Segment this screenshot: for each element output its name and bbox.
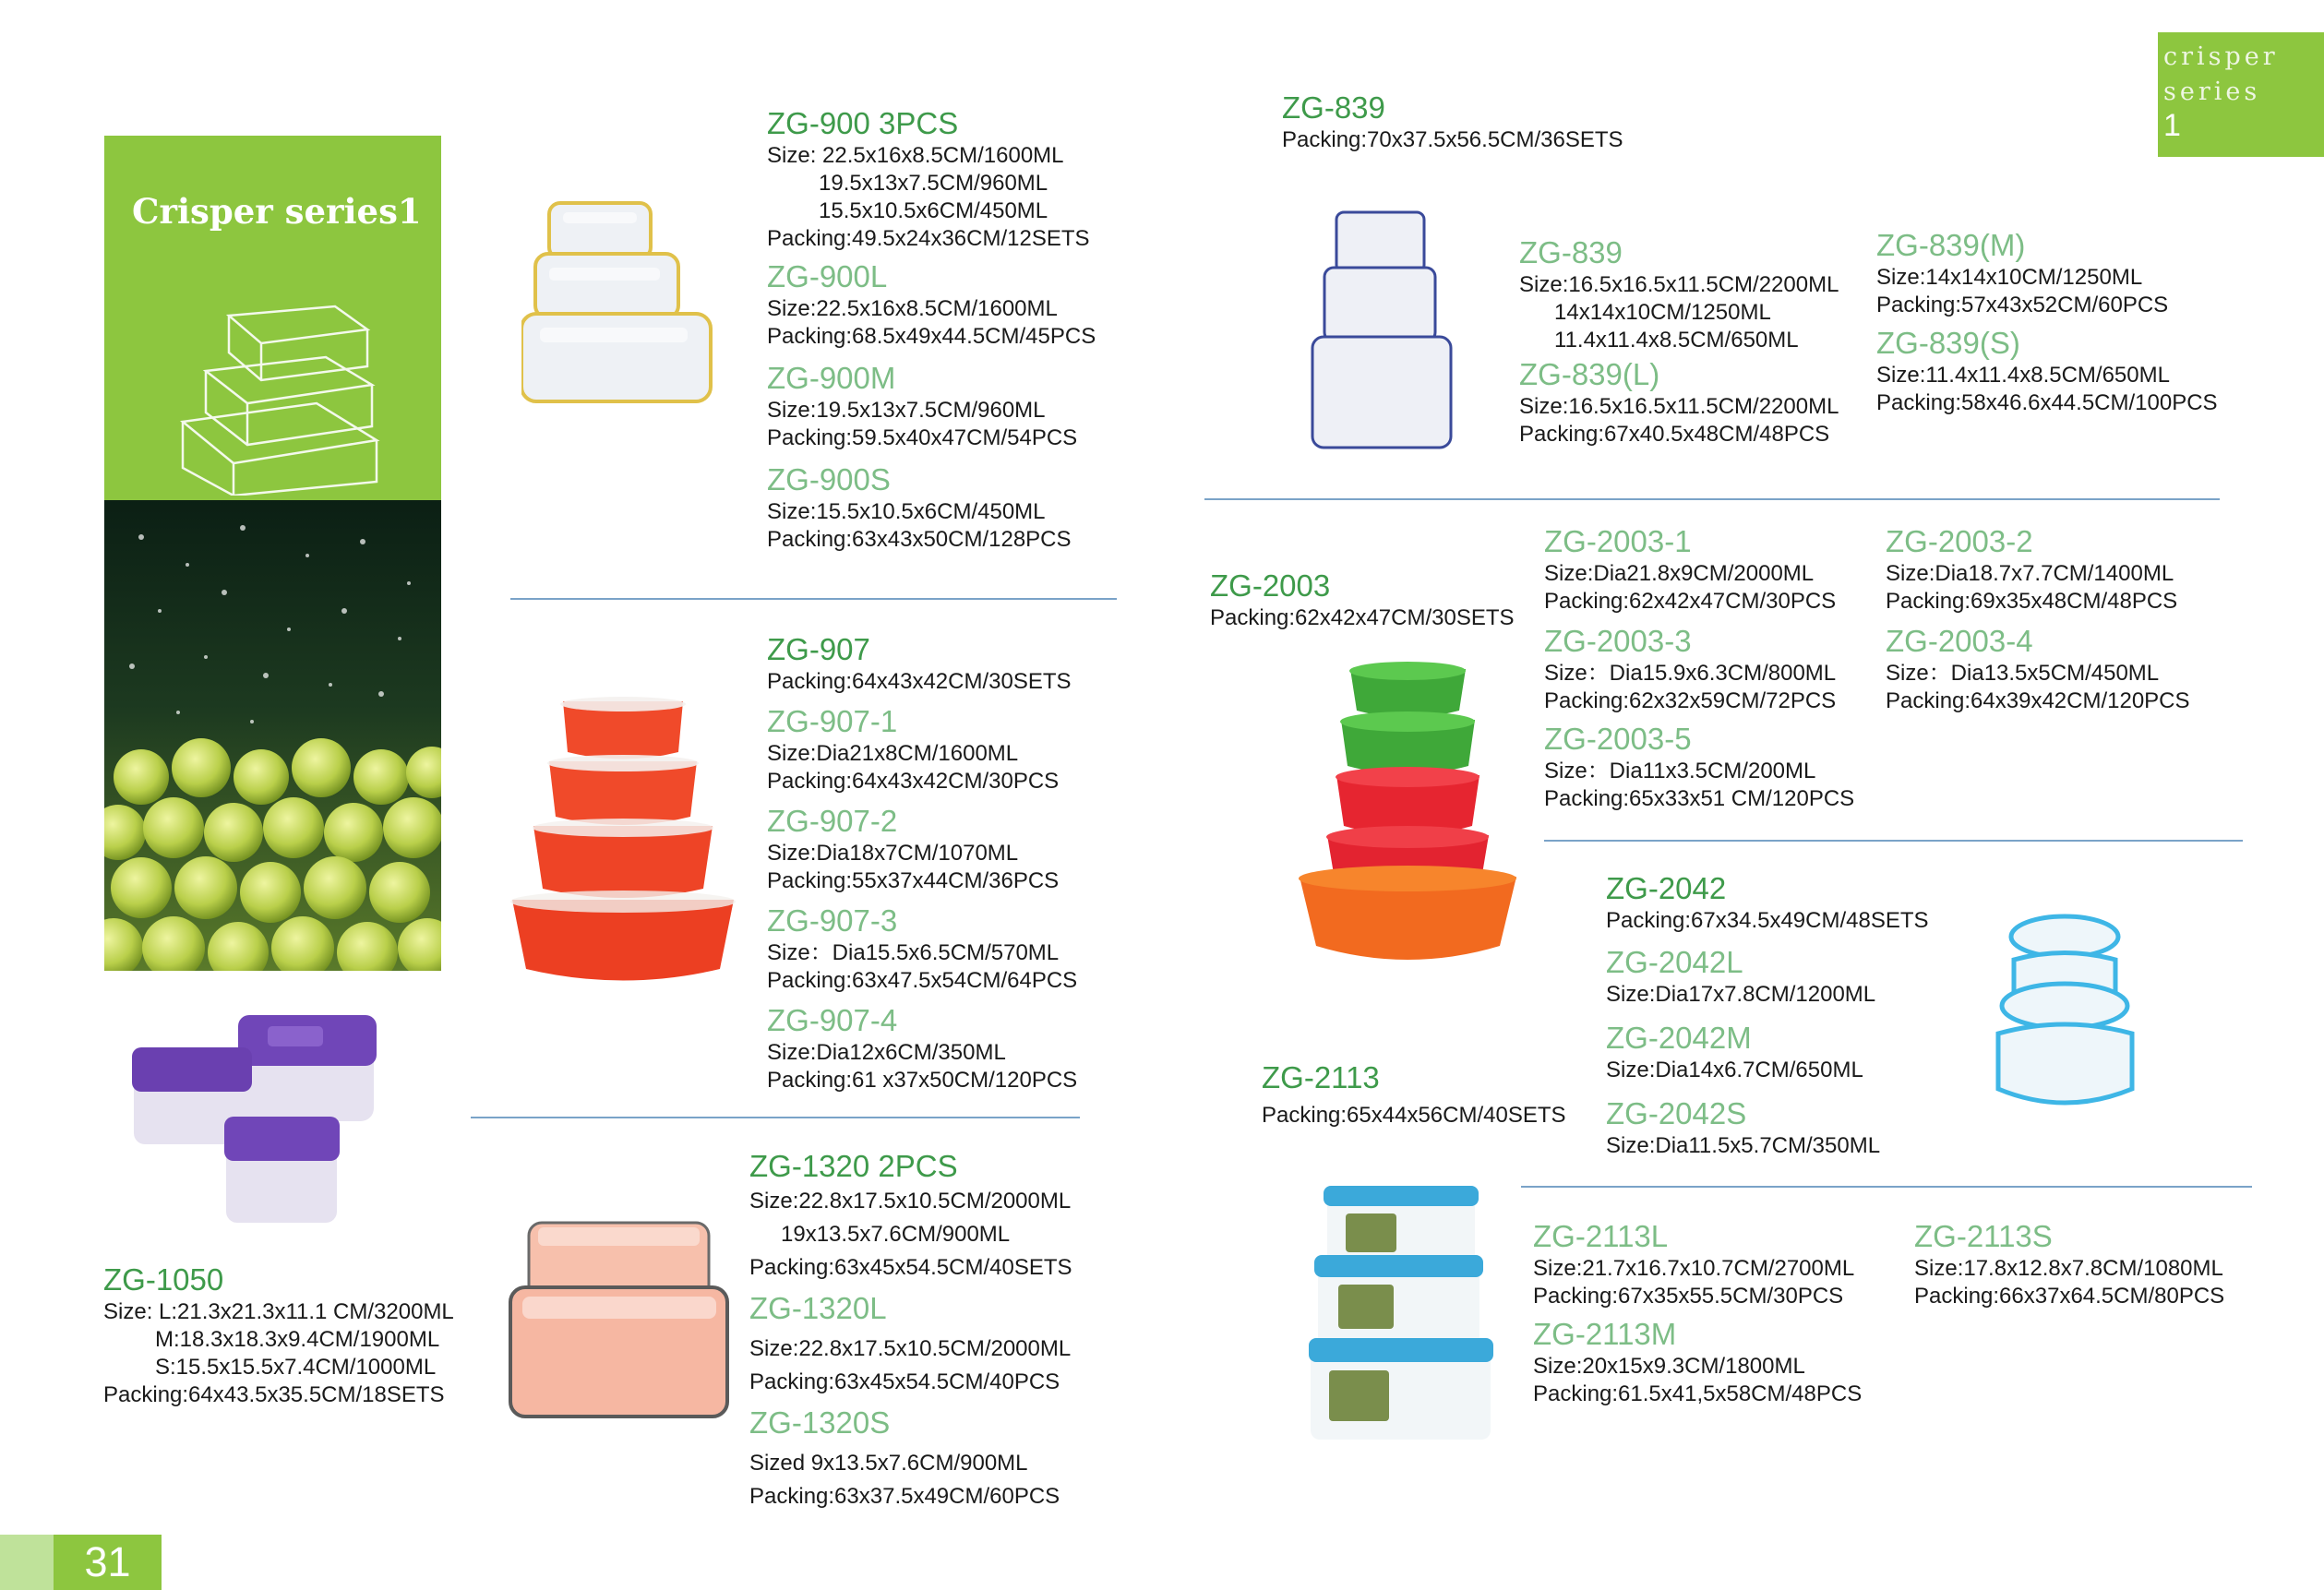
zg2042-code: ZG-2042 [1606,871,1727,905]
zg839l-packing: Packing:67x40.5x48CM/48PCS [1519,422,1830,447]
zg1320-code: ZG-1320 2PCS [749,1149,958,1183]
zg900m-code: ZG-900M [767,361,896,395]
zg900-size1: Size: 22.5x16x8.5CM/1600ML [767,143,1064,168]
divider-839-2003 [1204,498,2220,500]
zg2042l-code: ZG-2042L [1606,945,1743,979]
divider-2003-2042 [1544,840,2243,842]
zg839s-code: ZG-839(S) [1876,326,2020,360]
zg907-1-packing: Packing:64x43x42CM/30PCS [767,769,1060,794]
zg2003-3-code: ZG-2003-3 [1544,624,1692,658]
fruit-splash-photo [104,500,441,971]
zg2042l-size: Size:Dia17x7.8CM/1200ML [1606,982,1876,1007]
zg2113s-code: ZG-2113S [1914,1219,2053,1253]
divider-2042-2113 [1521,1186,2252,1188]
zg2113s-packing: Packing:66x37x64.5CM/80PCS [1914,1284,2225,1309]
divider-907-1320 [471,1117,1080,1118]
container-outline-illustration [178,283,427,496]
zg907-1-size: Size:Dia21x8CM/1600ML [767,741,1019,766]
zg839-detail-block [1519,234,1839,448]
zg2042-block [1606,870,1929,1160]
zg1320l-code: ZG-1320L [749,1291,887,1325]
zg900-size3: 15.5x10.5x6CM/450ML [819,198,1048,223]
zg1320s-packing: Packing:63x37.5x49CM/60PCS [749,1484,1060,1509]
zg839-size3: 11.4x11.4x8.5CM/650ML [1554,328,1799,353]
zg900m-packing: Packing:59.5x40x47CM/54PCS [767,425,1078,450]
page-number: 31 [54,1535,162,1590]
zg2003-1-size: Size:Dia21.8x9CM/2000ML [1544,561,1815,586]
zg900-packing: Packing:49.5x24x36CM/12SETS [767,226,1090,251]
tab-line2: series [2163,78,2261,106]
zg2003-code: ZG-2003 [1210,568,1331,603]
zg839s-packing: Packing:58x46.6x44.5CM/100PCS [1876,390,2218,415]
zg900l-packing: Packing:68.5x49x44.5CM/45PCS [767,324,1096,349]
zg1050-code: ZG-1050 [103,1262,224,1297]
zg2003-4-size: Size：Dia13.5x5CM/450ML [1886,661,2160,686]
zg2113-lm-block [1533,1218,1862,1408]
zg907-product-image [508,697,738,987]
zg907-2-size: Size:Dia18x7CM/1070ML [767,841,1019,866]
zg900s-packing: Packing:63x43x50CM/128PCS [767,527,1072,552]
zg907-2-code: ZG-907-2 [767,804,898,838]
zg1320-size2: 19x13.5x7.6CM/900ML [781,1222,1011,1247]
tab-line1: crisper [2163,42,2279,71]
zg2003-product-image [1295,655,1521,974]
zg2003-col2-block [1886,523,2190,715]
zg900-size2: 19.5x13x7.5CM/960ML [819,171,1048,196]
zg2003-4-code: ZG-2003-4 [1886,624,2033,658]
zg2003-2-size: Size:Dia18.7x7.7CM/1400ML [1886,561,2174,586]
zg2113m-size: Size:20x15x9.3CM/1800ML [1533,1354,1805,1379]
zg2113l-packing: Packing:67x35x55.5CM/30PCS [1533,1284,1844,1309]
zg839m-packing: Packing:57x43x52CM/60PCS [1876,293,2169,317]
zg1320s-size: Sized 9x13.5x7.6CM/900ML [749,1451,1028,1476]
page-number-strip [0,1535,54,1590]
series-tab [2158,32,2324,157]
zg2003-5-packing: Packing:65x33x51 CM/120PCS [1544,786,1855,811]
zg1050-size3: S:15.5x15.5x7.4CM/1000ML [155,1355,437,1380]
zg907-2-packing: Packing:55x37x44CM/36PCS [767,868,1060,893]
zg1050-packing: Packing:64x43.5x35.5CM/18SETS [103,1382,445,1407]
zg2003-packing: Packing:62x42x47CM/30SETS [1210,605,1515,630]
zg900s-code: ZG-900S [767,462,891,496]
zg2113-product-image [1309,1181,1493,1444]
zg1320-block [749,1148,1072,1513]
zg1050-size2: M:18.3x18.3x9.4CM/1900ML [155,1327,440,1352]
zg907-3-packing: Packing:63x47.5x54CM/64PCS [767,968,1078,993]
zg900l-size: Size:22.5x16x8.5CM/1600ML [767,296,1058,321]
zg839m-code: ZG-839(M) [1876,228,2026,262]
zg907-packing: Packing:64x43x42CM/30SETS [767,669,1072,694]
zg900m-size: Size:19.5x13x7.5CM/960ML [767,398,1046,423]
zg839-ms-block [1876,227,2218,417]
zg2113-header-block [1262,1059,1566,1130]
zg839s-size: Size:11.4x11.4x8.5CM/650ML [1876,363,2170,388]
zg2042-product-image [1984,909,2146,1121]
zg1320s-code: ZG-1320S [749,1405,891,1440]
zg1320-packing: Packing:63x45x54.5CM/40SETS [749,1255,1072,1280]
zg907-4-size: Size:Dia12x6CM/350ML [767,1040,1006,1065]
zg2003-3-size: Size：Dia15.9x6.3CM/800ML [1544,661,1837,686]
zg2003-4-packing: Packing:64x39x42CM/120PCS [1886,688,2190,713]
zg907-code: ZG-907 [767,632,870,666]
zg2113s-block [1914,1218,2224,1310]
crisper-series-panel [104,136,441,500]
zg2113-code: ZG-2113 [1262,1060,1380,1094]
zg2003-col1-block [1544,523,1854,813]
zg839-packing: Packing:70x37.5x56.5CM/36SETS [1282,127,1623,152]
zg2003-1-code: ZG-2003-1 [1544,524,1692,558]
zg900s-size: Size:15.5x10.5x6CM/450ML [767,499,1046,524]
zg2113m-packing: Packing:61.5x41,5x58CM/48PCS [1533,1381,1863,1406]
zg2113l-size: Size:21.7x16.7x10.7CM/2700ML [1533,1256,1855,1281]
zg2042m-size: Size:Dia14x6.7CM/650ML [1606,1058,1863,1082]
zg2003-5-size: Size：Dia11x3.5CM/200ML [1544,759,1816,783]
zg839-size1: Size:16.5x16.5x11.5CM/2200ML [1519,272,1839,297]
zg2042s-size: Size:Dia11.5x5.7CM/350ML [1606,1133,1881,1158]
zg839m-size: Size:14x14x10CM/1250ML [1876,265,2143,290]
zg1320-size1: Size:22.8x17.5x10.5CM/2000ML [749,1189,1072,1213]
zg1050-product-image [129,1015,383,1227]
zg2113s-size: Size:17.8x12.8x7.8CM/1080ML [1914,1256,2223,1281]
zg907-4-code: ZG-907-4 [767,1003,898,1037]
zg2003-2-packing: Packing:69x35x48CM/48PCS [1886,589,2178,614]
zg2003-5-code: ZG-2003-5 [1544,722,1692,756]
zg907-4-packing: Packing:61 x37x50CM/120PCS [767,1068,1078,1093]
zg2003-header-block [1210,568,1515,632]
zg900l-code: ZG-900L [767,259,888,293]
zg2003-3-packing: Packing:62x32x59CM/72PCS [1544,688,1837,713]
zg839-header-block [1282,90,1623,154]
zg839l-size: Size:16.5x16.5x11.5CM/2200ML [1519,394,1839,419]
zg2042m-code: ZG-2042M [1606,1021,1752,1055]
zg2003-1-packing: Packing:62x42x47CM/30PCS [1544,589,1837,614]
zg2113l-code: ZG-2113L [1533,1219,1669,1253]
zg907-block [767,631,1077,1094]
zg900-product-image [521,198,720,429]
zg2042-packing: Packing:67x34.5x49CM/48SETS [1606,908,1929,933]
zg900-block [767,105,1096,554]
zg2003-2-code: ZG-2003-2 [1886,524,2033,558]
zg839-code2: ZG-839 [1519,235,1623,269]
tab-number: 1 [2163,108,2181,143]
zg839-product-image [1311,208,1458,452]
divider-900-907 [510,598,1117,600]
zg1320l-size: Size:22.8x17.5x10.5CM/2000ML [749,1336,1072,1361]
zg907-3-size: Size：Dia15.5x6.5CM/570ML [767,940,1060,965]
zg1050-size1: Size: L:21.3x21.3x11.1 CM/3200ML [103,1299,454,1324]
zg2113-packing: Packing:65x44x56CM/40SETS [1262,1103,1566,1128]
zg2113m-code: ZG-2113M [1533,1317,1677,1351]
zg1320-product-image [506,1218,732,1421]
zg1320l-packing: Packing:63x45x54.5CM/40PCS [749,1369,1060,1394]
zg2042s-code: ZG-2042S [1606,1096,1747,1130]
zg907-3-code: ZG-907-3 [767,903,898,938]
zg1050-block [103,1261,454,1409]
zg907-1-code: ZG-907-1 [767,704,898,738]
zg900-code: ZG-900 3PCS [767,106,959,140]
zg839-code: ZG-839 [1282,90,1385,125]
zg839-size2: 14x14x10CM/1250ML [1554,300,1771,325]
zg839l-code: ZG-839(L) [1519,357,1660,391]
panel-title: Crisper series1 [132,191,422,232]
